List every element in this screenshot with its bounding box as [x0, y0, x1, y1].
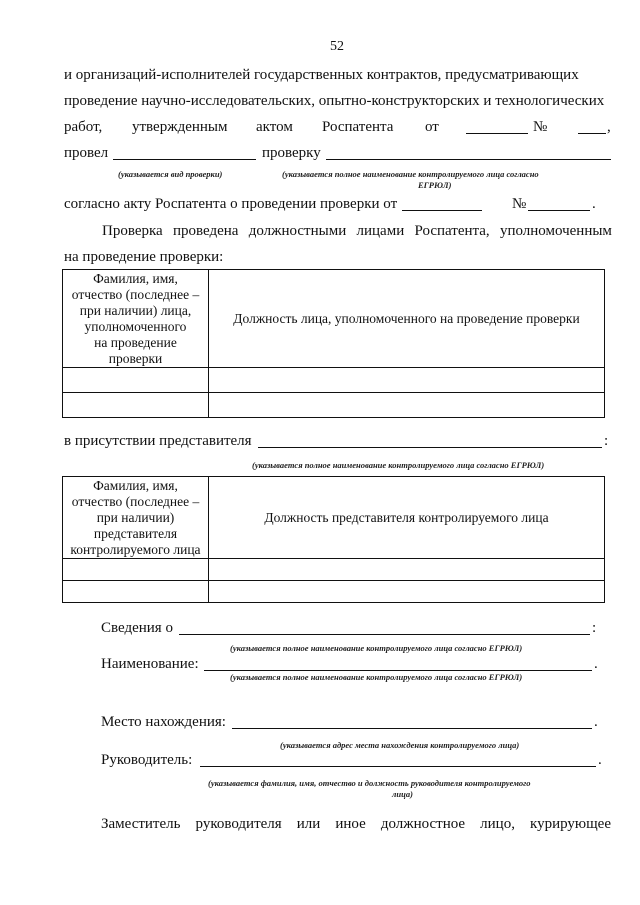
inspectors-table — [62, 269, 605, 418]
table-cell[interactable] — [209, 581, 605, 603]
period: . — [594, 656, 598, 672]
word: Заместитель — [101, 816, 181, 832]
word: Проверка — [102, 223, 163, 239]
name-blank[interactable] — [204, 670, 592, 671]
table-cell[interactable] — [209, 559, 605, 581]
paragraph-line: проведение научно-исследовательских, опытно-конструкторских и технологических — [64, 93, 605, 109]
caption-full-name: (указывается полное наименование контролируемого лица согласно — [282, 169, 539, 179]
table-cell[interactable] — [63, 393, 209, 418]
representatives-table — [62, 476, 605, 603]
word: лицо, — [480, 816, 515, 832]
caption-head: (указывается фамилия, имя, отчество и должность руководителя контролируемого — [208, 778, 531, 788]
table-cell[interactable] — [63, 368, 209, 393]
name-label: Наименование: — [101, 656, 199, 672]
location-blank[interactable] — [232, 728, 592, 729]
caption-full-name: (указывается полное наименование контролируемого лица согласно ЕГРЮЛ) — [230, 643, 523, 653]
act-label: согласно акту Роспатента о проведении проверки от — [64, 196, 398, 212]
caption-check-type: (указывается вид проверки) — [118, 169, 223, 179]
paragraph-line: и организаций-исполнителей государственных контрактов, предусматривающих — [64, 67, 579, 83]
word: уполномоченным — [499, 223, 612, 239]
paragraph-line — [64, 222, 612, 240]
deputy-line — [101, 815, 611, 833]
word: актом — [256, 119, 293, 135]
word: должностными — [248, 223, 347, 239]
word: Роспатента, — [414, 223, 490, 239]
table-row — [63, 368, 605, 393]
date-blank[interactable] — [466, 133, 528, 134]
table-cell[interactable] — [209, 393, 605, 418]
word: лицами — [356, 223, 405, 239]
table-header-row — [63, 477, 605, 559]
word: должностное — [380, 816, 466, 832]
check-label: проверку — [262, 145, 321, 161]
table-cell[interactable] — [209, 368, 605, 393]
comma: , — [607, 119, 611, 135]
table-header-row — [63, 270, 605, 368]
table-row — [63, 393, 605, 418]
period: . — [598, 752, 602, 768]
word: или — [296, 816, 321, 832]
colon: : — [592, 620, 597, 636]
word: руководителя — [195, 816, 282, 832]
paragraph-line: на проведение проверки: — [64, 249, 224, 265]
act-date-blank[interactable] — [402, 210, 482, 211]
table-row — [63, 559, 605, 581]
number-blank[interactable] — [578, 133, 606, 134]
table-row — [63, 581, 605, 603]
table-cell[interactable] — [63, 559, 209, 581]
representative-blank[interactable] — [258, 447, 602, 448]
caption-full-name: (указывается полное наименование контролируемого лица согласно ЕГРЮЛ) — [252, 460, 545, 470]
caption-address: (указывается адрес места нахождения контролируемого лица) — [280, 740, 520, 750]
header-cell-full-name: Фамилия, имя, отчество (последнее – при наличии) лица, уполномоченного на проведение проверки — [63, 270, 209, 368]
period: . — [594, 714, 598, 730]
table-cell[interactable] — [63, 581, 209, 603]
header-cell-position: Должность представителя контролируемого лица — [209, 477, 605, 559]
header-cell-position: Должность лица, уполномоченного на проведение проверки — [209, 270, 605, 368]
info-label: Сведения о — [101, 620, 173, 636]
header-cell-full-name: Фамилия, имя, отчество (последнее – при наличии) представителя контролируемого лица — [63, 477, 209, 559]
word: от — [425, 119, 439, 135]
controlled-entity-blank[interactable] — [326, 159, 611, 160]
caption-head-cont: лица) — [392, 789, 413, 799]
proved-label: провел — [64, 145, 109, 161]
word: работ, — [64, 119, 103, 135]
location-label: Место нахождения: — [101, 714, 226, 730]
page-number: 52 — [330, 39, 344, 54]
check-type-blank[interactable] — [113, 159, 256, 160]
colon: : — [604, 433, 609, 449]
presence-label: в присутствии представителя — [64, 433, 252, 449]
word: Роспатента — [322, 119, 394, 135]
head-blank[interactable] — [200, 766, 596, 767]
act-reference-line — [64, 118, 612, 136]
act-number-blank[interactable] — [528, 210, 590, 211]
word: курирующее — [530, 816, 611, 832]
period: . — [592, 196, 596, 212]
number-sign: № — [512, 196, 527, 212]
caption-full-name: (указывается полное наименование контролируемого лица согласно ЕГРЮЛ) — [230, 672, 523, 682]
word: иное — [335, 816, 366, 832]
word: утвержденным — [132, 119, 228, 135]
word: проведена — [172, 223, 239, 239]
head-label: Руководитель: — [101, 752, 193, 768]
caption-full-name-cont: ЕГРЮЛ) — [418, 180, 452, 190]
info-blank[interactable] — [179, 634, 590, 635]
number-sign: № — [533, 119, 548, 135]
